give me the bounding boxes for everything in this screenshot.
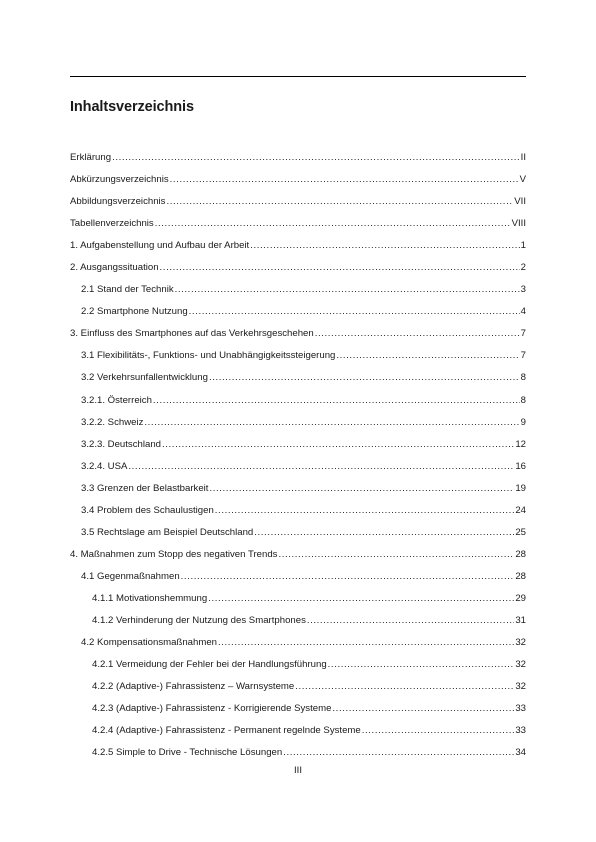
toc-entry[interactable] bbox=[70, 522, 526, 544]
toc-entry[interactable] bbox=[70, 412, 526, 434]
toc-leader-dots bbox=[208, 588, 514, 610]
toc-entry[interactable] bbox=[70, 742, 526, 764]
toc-leader-dots bbox=[362, 720, 515, 742]
toc-leader-dots bbox=[175, 279, 520, 301]
toc-leader-dots bbox=[153, 390, 520, 412]
toc-entry-label: 4.2.3 (Adaptive-) Fahrassistenz - Korrigierende Systeme bbox=[92, 703, 332, 715]
toc-leader-dots bbox=[332, 698, 514, 720]
toc-entry-label: Erklärung bbox=[70, 152, 112, 163]
toc-entry-page: 33 bbox=[515, 725, 526, 737]
toc-leader-dots bbox=[218, 632, 514, 654]
toc-leader-dots bbox=[307, 610, 514, 632]
toc-entry[interactable] bbox=[70, 654, 526, 676]
toc-leader-dots bbox=[160, 257, 520, 279]
toc-leader-dots bbox=[295, 676, 514, 698]
toc-entry[interactable] bbox=[70, 191, 526, 213]
toc-entry-page: 3 bbox=[520, 284, 526, 296]
header-rule bbox=[70, 76, 526, 77]
toc-leader-dots bbox=[181, 566, 515, 588]
toc-entry-label: 3.2 Verkehrsunfallentwicklung bbox=[81, 372, 208, 384]
toc-leader-dots bbox=[144, 412, 519, 434]
toc-leader-dots bbox=[128, 456, 514, 478]
page-title: Inhaltsverzeichnis bbox=[70, 99, 194, 115]
toc-leader-dots bbox=[250, 235, 519, 257]
toc-entry[interactable] bbox=[70, 323, 526, 345]
toc-entry-label: Abkürzungsverzeichnis bbox=[70, 174, 169, 186]
toc-entry-label: 3. Einfluss des Smartphones auf das Verkehrsgeschehen bbox=[70, 328, 314, 340]
toc-entry-label: 4. Maßnahmen zum Stopp des negativen Trends bbox=[70, 548, 278, 560]
toc-leader-dots bbox=[209, 367, 520, 389]
toc-entry[interactable] bbox=[70, 213, 526, 235]
toc-entry[interactable] bbox=[70, 544, 526, 566]
toc-entry[interactable] bbox=[70, 500, 526, 522]
toc-entry[interactable] bbox=[70, 434, 526, 456]
toc-entry[interactable] bbox=[70, 257, 526, 279]
toc-entry[interactable] bbox=[70, 279, 526, 301]
toc-entry-label: Tabellenverzeichnis bbox=[70, 218, 154, 230]
toc-entry-label: 4.2.4 (Adaptive-) Fahrassistenz - Permanent regelnde Systeme bbox=[92, 725, 361, 737]
toc-entry-label: 4.1.2 Verhinderung der Nutzung des Smartphones bbox=[92, 614, 306, 626]
toc-entry-page: 8 bbox=[520, 372, 526, 384]
toc-entry[interactable] bbox=[70, 588, 526, 610]
toc-entry-page: 19 bbox=[515, 482, 526, 494]
toc-entry-page: 7 bbox=[520, 328, 526, 340]
toc-entry-label: 3.4 Problem des Schaulustigen bbox=[81, 504, 214, 516]
toc-entry-label: 2. Ausgangssituation bbox=[70, 262, 159, 274]
toc-entry[interactable] bbox=[70, 610, 526, 632]
toc-entry-page: 12 bbox=[515, 438, 526, 450]
toc-entry-page: 16 bbox=[515, 460, 526, 472]
toc-entry[interactable] bbox=[70, 367, 526, 389]
toc-entry[interactable] bbox=[70, 676, 526, 698]
toc-entry-page: 34 bbox=[515, 747, 526, 759]
toc-entry-label: 4.2 Kompensationsmaßnahmen bbox=[81, 637, 217, 649]
toc-entry-label: 3.1 Flexibilitäts-, Funktions- und Unabhängigkeitssteigerung bbox=[81, 350, 336, 362]
toc-entry-page: 9 bbox=[520, 416, 526, 428]
toc-entry[interactable] bbox=[70, 301, 526, 323]
toc-leader-dots bbox=[189, 301, 520, 323]
toc-entry-page: 29 bbox=[515, 592, 526, 604]
toc-entry-label: 4.1 Gegenmaßnahmen bbox=[81, 570, 180, 582]
toc-entry-page: 7 bbox=[520, 350, 526, 362]
toc-entry[interactable] bbox=[70, 720, 526, 742]
toc-entry[interactable] bbox=[70, 147, 526, 169]
toc-entry-page: 28 bbox=[515, 548, 526, 560]
toc-entry-page: 31 bbox=[515, 614, 526, 626]
toc-entry-page: V bbox=[519, 174, 526, 186]
toc-leader-dots bbox=[112, 147, 520, 169]
toc-entry[interactable] bbox=[70, 698, 526, 720]
toc-entry-label: 4.2.5 Simple to Drive - Technische Lösungen bbox=[92, 747, 283, 759]
toc-entry-label: 4.2.2 (Adaptive-) Fahrassistenz – Warnsysteme bbox=[92, 681, 295, 693]
toc-entry-label: 2.2 Smartphone Nutzung bbox=[81, 306, 188, 318]
page-number: III bbox=[294, 765, 302, 776]
toc-leader-dots bbox=[315, 323, 520, 345]
toc-entry-page: VIII bbox=[511, 218, 526, 230]
toc-entry-page: 4 bbox=[520, 306, 526, 318]
toc-entry-page: 32 bbox=[515, 637, 526, 649]
toc-leader-dots bbox=[215, 500, 515, 522]
toc-entry-label: 4.1.1 Motivationshemmung bbox=[92, 592, 208, 604]
toc-entry-label: 2.1 Stand der Technik bbox=[81, 284, 174, 296]
toc-entry[interactable] bbox=[70, 345, 526, 367]
toc-leader-dots bbox=[254, 522, 514, 544]
toc-leader-dots bbox=[283, 742, 514, 764]
toc-entry-label: 3.2.4. USA bbox=[81, 460, 128, 472]
toc-leader-dots bbox=[166, 191, 513, 213]
toc-entry-page: II bbox=[520, 152, 526, 163]
toc-entry[interactable] bbox=[70, 390, 526, 412]
toc-entry-page: 2 bbox=[520, 262, 526, 274]
toc-entry-label: 4.2.1 Vermeidung der Fehler bei der Handlungsführung bbox=[92, 659, 327, 671]
toc-entry-label: 3.3 Grenzen der Belastbarkeit bbox=[81, 482, 209, 494]
toc-entry-label: 3.2.3. Deutschland bbox=[81, 438, 162, 450]
toc-entry-page: VII bbox=[514, 196, 526, 208]
toc-entry[interactable] bbox=[70, 566, 526, 588]
toc-leader-dots bbox=[162, 434, 514, 456]
toc-entry-label: 1. Aufgabenstellung und Aufbau der Arbeit bbox=[70, 240, 250, 252]
toc-entry-label: 3.5 Rechtslage am Beispiel Deutschland bbox=[81, 526, 254, 538]
toc-entry[interactable] bbox=[70, 169, 526, 191]
toc-entry-page: 8 bbox=[520, 394, 526, 406]
toc-entry-page: 24 bbox=[515, 504, 526, 516]
toc-leader-dots bbox=[336, 345, 519, 367]
toc-entry-label: Abbildungsverzeichnis bbox=[70, 196, 166, 208]
toc-entry-page: 1 bbox=[520, 240, 526, 252]
toc-leader-dots bbox=[155, 213, 511, 235]
toc-entry-page: 28 bbox=[515, 570, 526, 582]
toc-leader-dots bbox=[170, 169, 519, 191]
toc-entry-page: 25 bbox=[515, 526, 526, 538]
toc-entry[interactable] bbox=[70, 456, 526, 478]
toc-entry[interactable] bbox=[70, 632, 526, 654]
toc-entry-page: 32 bbox=[515, 659, 526, 671]
toc-entry-label: 3.2.2. Schweiz bbox=[81, 416, 144, 428]
toc-leader-dots bbox=[278, 544, 514, 566]
toc-leader-dots bbox=[328, 654, 515, 676]
toc-entry[interactable] bbox=[70, 478, 526, 500]
toc-entry-label: 3.2.1. Österreich bbox=[81, 394, 152, 406]
toc-leader-dots bbox=[209, 478, 514, 500]
toc-entry-page: 33 bbox=[515, 703, 526, 715]
toc-entry[interactable] bbox=[70, 235, 526, 257]
table-of-contents bbox=[70, 147, 526, 764]
toc-entry-page: 32 bbox=[515, 681, 526, 693]
